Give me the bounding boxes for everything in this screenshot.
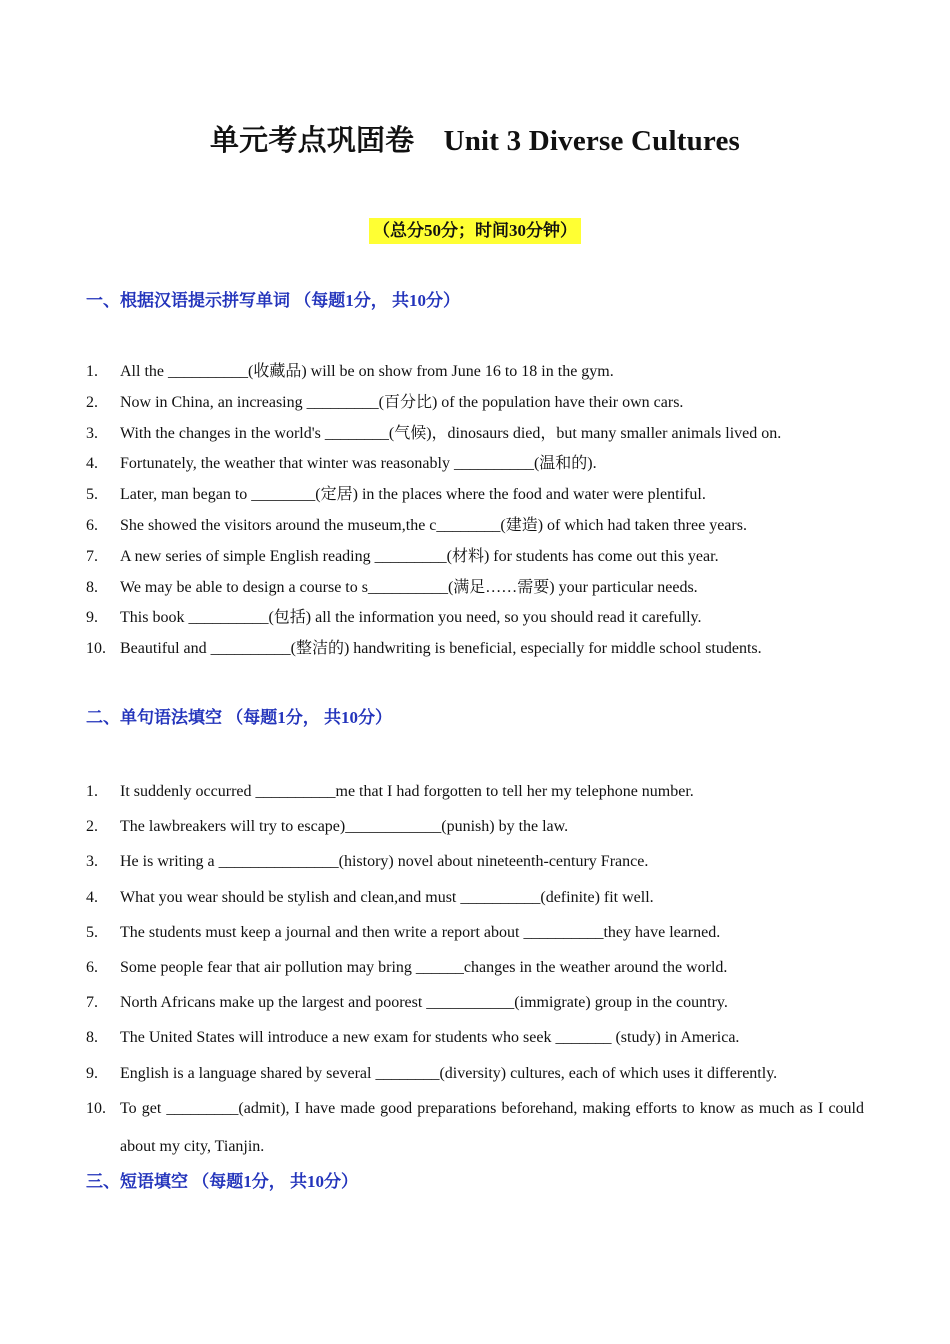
item-text: The students must keep a journal and then write a report about __________they have learned. [120,923,721,941]
section-2-list [86,774,864,1167]
item-number: 1. [86,363,98,380]
list-item [86,844,864,879]
item-number: 6. [86,958,98,976]
item-text: To get _________(admit), I have made good preparations beforehand, making efforts to know as much as I could about my city, Tianjin. [120,1099,864,1155]
item-number: 9. [86,1064,98,1082]
list-item [86,634,864,665]
list-item [86,573,864,604]
item-text: What you wear should be stylish and clean,and must __________(definite) fit well. [120,888,654,906]
list-item [86,511,864,542]
item-number: 10. [86,640,106,658]
item-text: Some people fear that air pollution may bring ______changes in the weather around the world. [120,958,728,976]
item-text: She showed the visitors around the museum,the c________(建造) of which had taken three years. [120,516,747,534]
item-number: 8. [86,578,98,596]
section-1-list [86,357,864,665]
item-text: North Africans make up the largest and poorest ___________(immigrate) group in the country. [120,994,728,1012]
item-text: With the changes in the world's ________(气候)，dinosaurs died，but many smaller animals lived on. [120,424,782,442]
item-number: 9. [86,609,98,627]
list-item [86,419,864,450]
item-text: All the __________(收藏品) will be on show from June 16 to 18 in the gym. [120,363,614,380]
item-text: Now in China, an increasing _________(百分比) of the population have their own cars. [120,393,684,411]
list-item [86,950,864,985]
list-item [86,1020,864,1055]
item-number: 7. [86,547,98,565]
item-text: We may be able to design a course to s__________(满足……需要) your particular needs. [120,578,698,596]
list-item [86,915,864,950]
score-info [0,218,950,244]
item-text: A new series of simple English reading _________(材料) for students has come out this year. [120,547,719,565]
item-number: 8. [86,1029,98,1047]
item-text: The United States will introduce a new exam for students who seek _______ (study) in America. [120,1029,740,1047]
item-number: 3. [86,424,98,442]
item-number: 2. [86,818,98,836]
item-number: 4. [86,888,98,906]
list-item [86,1056,864,1091]
list-item [86,388,864,419]
item-number: 3. [86,853,98,871]
item-text: Fortunately, the weather that winter was reasonably __________(温和的). [120,455,597,473]
item-number: 10. [86,1099,106,1117]
list-item [86,1091,864,1167]
list-item [86,357,864,388]
item-number: 5. [86,923,98,941]
list-item [86,774,864,809]
item-text: English is a language shared by several ________(diversity) cultures, each of which uses it differently. [120,1064,778,1082]
score-time-highlight: （总分50分；时间30分钟） [369,218,581,244]
list-item [86,480,864,511]
list-item [86,603,864,634]
list-item [86,449,864,480]
item-number: 1. [86,783,98,800]
item-number: 2. [86,393,98,411]
section-3-heading: 三、短语填空 （每题1分， 共10分） [86,1172,358,1191]
item-number: 5. [86,486,98,504]
item-text: This book __________(包括) all the information you need, so you should read it carefully. [120,609,702,627]
list-item [86,809,864,844]
document-title: 单元考点巩固卷 Unit 3 Diverse Cultures [209,125,741,157]
list-item [86,985,864,1020]
list-item [86,880,864,915]
item-text: It suddenly occurred __________me that I had forgotten to tell her my telephone number. [120,783,694,800]
item-number: 4. [86,455,98,473]
item-number: 7. [86,994,98,1012]
item-text: He is writing a _______________(history) novel about nineteenth-century France. [120,853,649,871]
item-text: The lawbreakers will try to escape)____________(punish) by the law. [120,818,569,836]
list-item [86,542,864,573]
item-text: Beautiful and __________(整洁的) handwriting is beneficial, especially for middle school students. [120,640,762,658]
section-2-heading: 二、单句语法填空 （每题1分， 共10分） [86,708,392,727]
item-number: 6. [86,516,98,534]
item-text: Later, man began to ________(定居) in the places where the food and water were plentiful. [120,486,706,504]
section-1-heading: 一、根据汉语提示拼写单词 （每题1分， 共10分） [86,291,460,310]
